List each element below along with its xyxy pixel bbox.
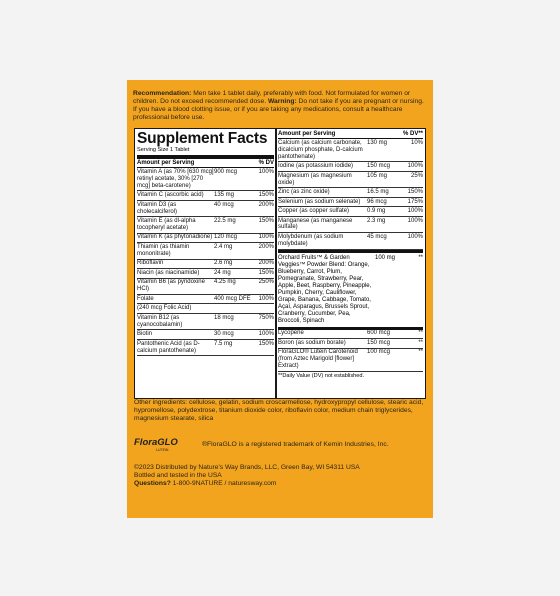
- amount-header: Amount per Serving: [137, 160, 195, 166]
- nutrient-amount: 2.3 mg: [367, 217, 386, 224]
- nutrient-row: [137, 330, 274, 340]
- nutrient-amount: 600 mcg: [367, 330, 391, 337]
- nutrient-name: Copper (as copper sulfate): [278, 208, 350, 215]
- nutrient-amount: 105 mg: [367, 172, 388, 179]
- recommendation-body: Men take 1 tablet daily, preferably with food. Not formulated for women or children. Do not exceed recommended dose.: [133, 90, 411, 106]
- nutrient-amount: 120 mcg: [214, 234, 238, 241]
- nutrient-name: Vitamin C (ascorbic acid): [137, 192, 204, 199]
- nutrient-name: Lycopene: [278, 330, 304, 337]
- nutrient-dv: 750%: [258, 314, 274, 321]
- nutrient-name: Calcium (as calcium carbonate, dicalcium phosphate, D-calcium pantothenate): [278, 139, 363, 160]
- nutrient-row: [278, 217, 423, 233]
- serving-size: Serving Size 1 Tablet: [137, 147, 274, 159]
- nutrient-dv: 175%: [407, 198, 423, 205]
- powder-blend-row: [278, 250, 423, 330]
- nutrient-amount: 400 mcg DFE: [214, 295, 251, 302]
- nutrient-row: [137, 168, 274, 191]
- nutrient-dv: 150%: [407, 189, 423, 196]
- nutrient-dv: 100%: [258, 168, 274, 175]
- nutrient-row: [278, 172, 423, 188]
- nutrient-name: Niacin (as niacinamide): [137, 269, 200, 276]
- nutrient-row: [137, 243, 274, 259]
- other-ingredients: Other ingredients: cellulose, gelatin, sodium croscarmellose, hydroxypropyl cellulose, stearic acid, hypromellose, polydextrose, titanium dioxide color, riboflavin color, medium chain triglycerides, magnesium stearate, silica: [134, 399, 424, 423]
- facts-left-column: [137, 129, 274, 398]
- nutrient-name: Thiamin (as thiamin mononitrate): [137, 243, 190, 257]
- nutrient-name: Riboflavin: [137, 260, 164, 267]
- nutrient-name: Vitamin D3 (as cholecalciferol): [137, 201, 178, 215]
- nutrient-dv: 100%: [258, 234, 274, 241]
- nutrient-dv: **: [418, 330, 423, 337]
- nutrient-amount: 150 mcg: [367, 339, 391, 346]
- nutrient-amount: 0.9 mg: [367, 208, 386, 215]
- nutrient-row: [137, 314, 274, 330]
- nutrient-name: Vitamin A (as 70% [630 mcg] retinyl acetate, 30% [270 mcg] beta-carotene): [137, 168, 214, 189]
- nutrient-name: Molybdenum (as sodium molybdate): [278, 233, 344, 247]
- label-panel: [127, 80, 433, 518]
- nutrient-amount: 96 mcg: [367, 198, 387, 205]
- nutrient-dv: [254, 305, 274, 312]
- nutrient-name: Vitamin B6 (as pyridoxine HCl): [137, 279, 205, 293]
- nutrient-amount: 16.5 mg: [367, 189, 389, 196]
- nutrient-row: [278, 162, 423, 172]
- nutrient-row: [278, 139, 423, 162]
- nutrient-amount: 2.4 mg: [214, 243, 233, 250]
- nutrient-name: Vitamin E (as dl-alpha tocopheryl acetate): [137, 218, 196, 231]
- nutrient-row: [278, 188, 423, 198]
- nutrient-row: [137, 295, 274, 305]
- nutrient-row: [278, 198, 423, 208]
- nutrient-name: Folate: [137, 295, 154, 302]
- nutrient-dv: 10%: [410, 139, 423, 146]
- nutrient-amount: 30 mcg: [214, 331, 234, 338]
- nutrient-dv: 150%: [258, 269, 274, 276]
- nutrient-row: [137, 340, 274, 356]
- nutrient-amount: 2.6 mg: [214, 260, 233, 267]
- nutrient-name: Iodine (as potassium iodide): [278, 163, 354, 170]
- nutrient-name: Vitamin K (as phytonadione): [137, 234, 213, 241]
- floraglo-logo: [134, 438, 192, 454]
- nutrient-amount: 150 mcg: [367, 163, 391, 170]
- nutrient-dv: 150%: [258, 340, 274, 347]
- nutrient-name: Vitamin B12 (as cyanocobalamin): [137, 314, 183, 328]
- nutrient-dv: 100%: [407, 208, 423, 215]
- nutrient-dv: 100%: [407, 163, 423, 170]
- nutrient-row: [278, 330, 423, 340]
- warning-body: Do not take if you are pregnant or nursing. If you have a blood clotting issue, or if you are taking any medications, consult a healthcare professional before use.: [133, 98, 424, 122]
- nutrient-amount: 22.5 mg: [214, 218, 236, 225]
- nutrient-name: Magnesium (as magnesium oxide): [278, 172, 352, 186]
- logo-text: FloraGLO: [134, 437, 178, 448]
- nutrient-row: [278, 349, 423, 372]
- distributor-line: ©2023 Distributed by Nature's Way Brands, LLC, Green Bay, WI 54311 USA: [134, 464, 360, 471]
- trademark-notice: ®FloraGLO is a registered trademark of Kemin Industries, Inc.: [202, 441, 389, 448]
- nutrient-name: Biotin: [137, 331, 153, 338]
- nutrient-amount: 100 mcg: [367, 349, 391, 356]
- nutrient-row: [278, 207, 423, 217]
- nutrient-row: [137, 304, 274, 314]
- nutrient-name: (240 mcg Folic Acid): [137, 305, 192, 312]
- blend-amount: 100 mg: [375, 254, 396, 261]
- column-divider: [275, 129, 277, 398]
- dv-header: % DV: [258, 160, 274, 166]
- dv-footnote: **Daily Value (DV) not established.: [278, 372, 365, 379]
- nutrient-dv: 25%: [410, 172, 423, 179]
- nutrient-row: [137, 269, 274, 279]
- nutrient-name: Boron (as sodium borate): [278, 339, 346, 346]
- nutrient-dv: 100%: [407, 233, 423, 240]
- nutrient-dv: 200%: [258, 243, 274, 250]
- questions-line: [134, 480, 360, 488]
- nutrient-amount: 45 mcg: [367, 233, 387, 240]
- nutrient-row: [137, 279, 274, 295]
- nutrient-row: [278, 233, 423, 249]
- facts-title: Supplement Facts: [137, 130, 268, 147]
- questions-label: Questions?: [134, 480, 171, 488]
- amount-header: Amount per Serving: [278, 131, 336, 137]
- recommendation-label: Recommendation:: [133, 90, 192, 97]
- nutrient-row: [137, 260, 274, 270]
- nutrient-row: [137, 201, 274, 217]
- logo-subtext: LUTEIN: [156, 448, 169, 452]
- blend-name: Orchard Fruits™ & Garden Veggies™ Powder Blend: Orange, Blueberry, Carrot, Plum, Pomegranate, Strawberry, Pear, Apple, Beet, Raspberry, Pineapple, Pumpkin, Cherry, Cauliflower, Grape, Banana, Cabbage, Tomato, Açaí, Asparagus, Brussels Sprout, Cranberry, Cucumber, Pea, Broccoli, Spinach: [278, 254, 372, 324]
- distribution-info: [134, 464, 360, 488]
- nutrient-name: Manganese (as manganese sulfate): [278, 217, 353, 231]
- nutrient-dv: 100%: [407, 217, 423, 224]
- nutrient-amount: 135 mg: [214, 192, 235, 199]
- nutrient-name: Zinc (as zinc oxide): [278, 189, 330, 196]
- facts-right-column: [278, 129, 423, 398]
- nutrient-row: [137, 234, 274, 244]
- nutrient-amount: 4.25 mg: [214, 279, 236, 286]
- warning-label: Warning:: [267, 98, 297, 106]
- nutrient-amount: 900 mcg: [214, 168, 238, 175]
- nutrient-amount: 130 mg: [367, 139, 388, 146]
- nutrient-amount: 7.5 mg: [214, 340, 233, 347]
- nutrient-dv: **: [418, 349, 423, 356]
- nutrient-dv: 200%: [258, 260, 274, 267]
- nutrient-row: [137, 191, 274, 201]
- nutrient-amount: 40 mcg: [214, 201, 234, 208]
- nutrient-amount: [214, 305, 254, 312]
- nutrient-name: Selenium (as sodium selenate): [278, 198, 361, 205]
- supplement-facts-box: [134, 128, 426, 399]
- bottled-line: Bottled and tested in the USA: [134, 472, 222, 480]
- nutrient-name: FloraGLO® Lutein Carotenoid (from Aztec Marigold [flower] Extract): [278, 349, 358, 370]
- nutrient-amount: 18 mcg: [214, 314, 234, 321]
- recommendation-text: [133, 90, 427, 122]
- nutrient-dv: 100%: [258, 295, 274, 302]
- nutrient-dv: 150%: [258, 192, 274, 199]
- blend-dv: **: [418, 254, 423, 261]
- nutrient-dv: 250%: [258, 279, 274, 286]
- nutrient-name: Pantothenic Acid (as D-calcium pantothenate): [137, 340, 200, 354]
- nutrient-row: [137, 217, 274, 233]
- nutrient-dv: 100%: [258, 331, 274, 338]
- nutrient-dv: **: [418, 339, 423, 346]
- questions-contact: 1-800-9NATURE / naturesway.com: [170, 480, 277, 488]
- nutrient-dv: 150%: [258, 218, 274, 225]
- dv-header: % DV**: [402, 131, 423, 137]
- nutrient-dv: 200%: [258, 201, 274, 208]
- facts-header-left: [137, 159, 274, 168]
- nutrient-amount: 24 mg: [214, 269, 231, 276]
- facts-header-right: [278, 130, 423, 139]
- nutrient-row: [278, 339, 423, 349]
